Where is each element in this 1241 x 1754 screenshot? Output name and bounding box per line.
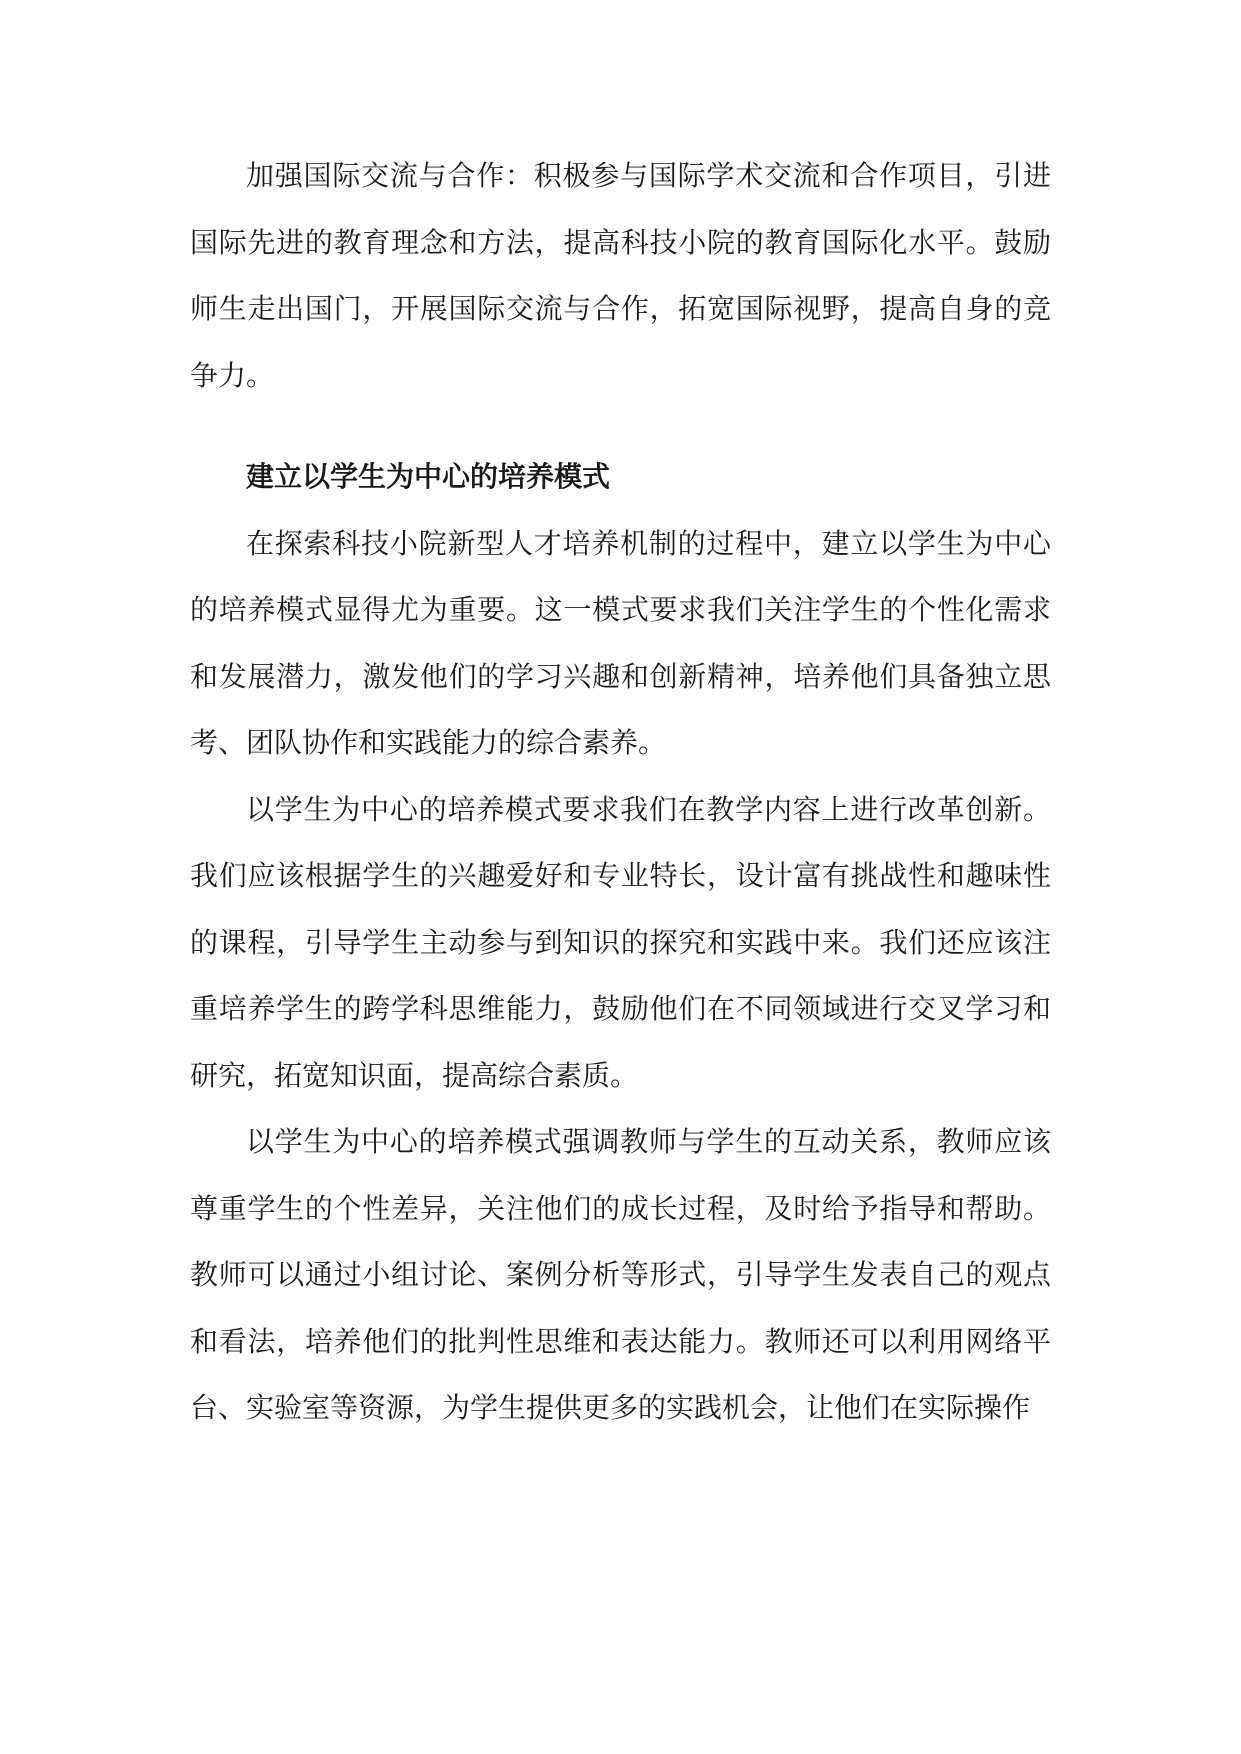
section-heading: 建立以学生为中心的培养模式 [246, 460, 611, 493]
paragraph-teaching-content-reform: 以学生为中心的培养模式要求我们在教学内容上进行改革创新。我们应该根据学生的兴趣爱好和专业特长，设计富有挑战性和趣味性的课程，引导学生主动参与到知识的探究和实践中来。我们还应该注重培养学生的跨学科思维能力，鼓励他们在不同领域进行交叉学习和研究，拓宽知识面，提高综合素质。 [190, 792, 1051, 1092]
paragraph-teacher-student-interaction: 以学生为中心的培养模式强调教师与学生的互动关系，教师应该尊重学生的个性差异，关注他们的成长过程，及时给予指导和帮助。教师可以通过小组讨论、案例分析等形式，引导学生发表自己的观点和看法，培养他们的批判性思维和表达能力。教师还可以利用网络平台、实验室等资源，为学生提供更多的实践机会，让他们在实际操作 [190, 1125, 1051, 1424]
paragraph-international-exchange: 加强国际交流与合作：积极参与国际学术交流和合作项目，引进国际先进的教育理念和方法，提高科技小院的教育国际化水平。鼓励师生走出国门，开展国际交流与合作，拓宽国际视野，提高自身的竞争力。 [190, 159, 1051, 392]
paragraph-student-centered-intro: 在探索科技小院新型人才培养机制的过程中，建立以学生为中心的培养模式显得尤为重要。这一模式要求我们关注学生的个性化需求和发展潜力，激发他们的学习兴趣和创新精神，培养他们具备独立思考、团队协作和实践能力的综合素养。 [190, 526, 1051, 759]
